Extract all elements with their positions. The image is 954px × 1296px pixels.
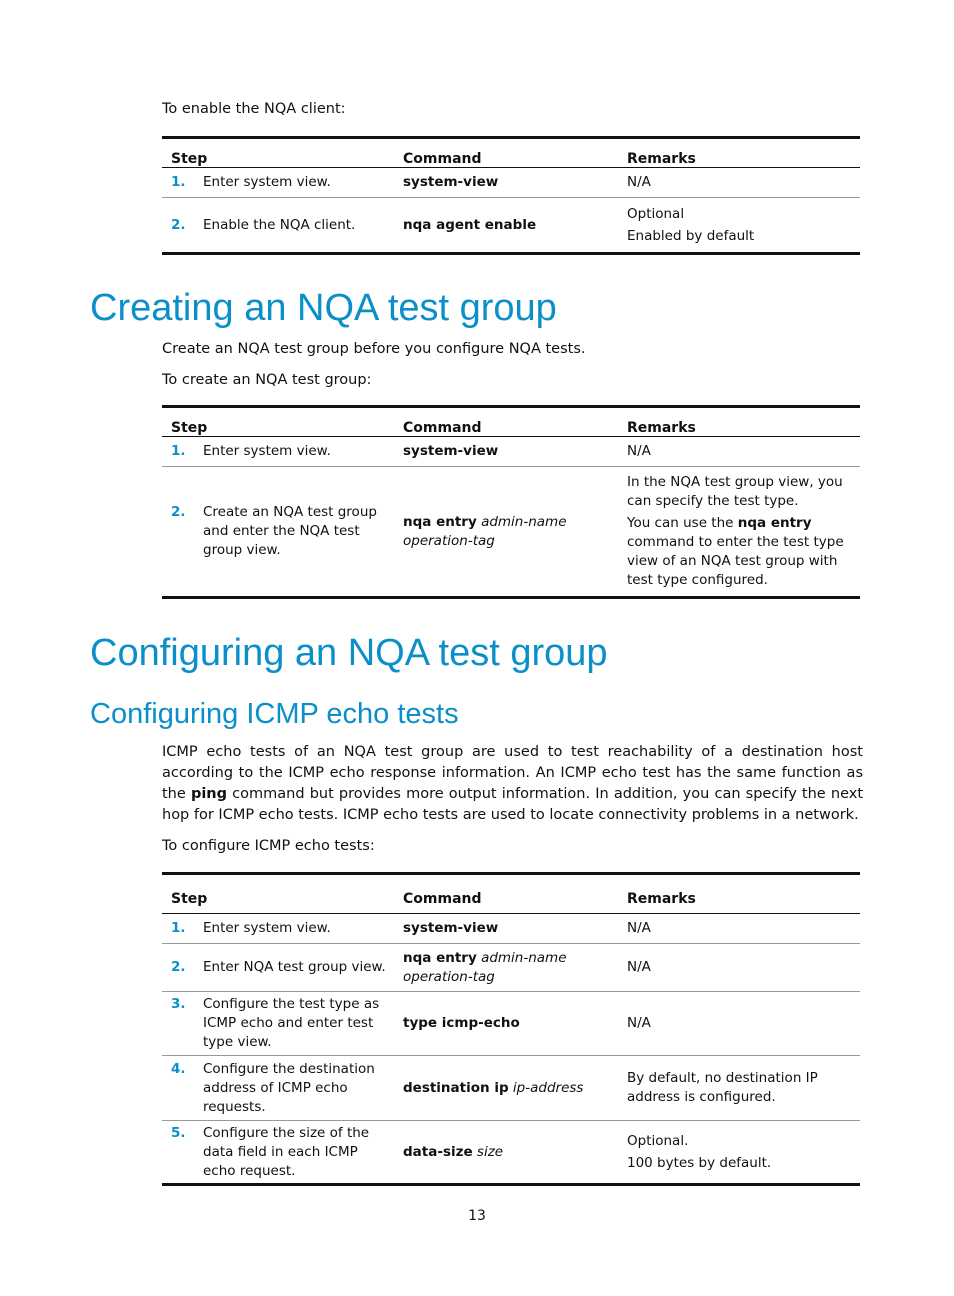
command-argument: admin-name operation-tag xyxy=(403,949,567,985)
remarks-cell: N/A xyxy=(618,437,860,467)
command-cell xyxy=(394,992,618,1056)
step-cell xyxy=(162,944,394,992)
remarks-text: command to enter the test type view of an NQA test group with test type configured. xyxy=(627,534,844,588)
paragraph-text: command but provides more output information. In addition, you can specify the next hop for ICMP echo tests. ICMP echo tests are used to locate connectivity problems in a network. xyxy=(162,786,864,823)
remarks-cell: By default, no destination IP address is configured. xyxy=(618,1056,860,1121)
nqa-client-table xyxy=(162,136,860,255)
step-text: Configure the size of the data field in each ICMP echo request. xyxy=(203,1124,370,1179)
paragraph: Create an NQA test group before you configure NQA tests. xyxy=(162,341,586,357)
command-keyword: nqa entry xyxy=(403,949,477,966)
command-keyword: nqa agent enable xyxy=(403,216,537,233)
header-command: Command xyxy=(394,138,618,168)
icmp-paragraph xyxy=(162,742,863,826)
remarks-cell: N/A xyxy=(618,992,860,1056)
table-header-row xyxy=(162,874,860,914)
step-text: Enter NQA test group view. xyxy=(203,959,386,975)
table-row xyxy=(162,914,860,944)
remarks-line: 100 bytes by default. xyxy=(627,1154,772,1171)
command-cell xyxy=(394,467,618,598)
step-number: 1. xyxy=(171,920,186,936)
remarks-cell xyxy=(618,198,860,254)
table-header-row xyxy=(162,138,860,168)
paragraph-keyword: ping xyxy=(190,786,228,802)
step-text: Create an NQA test group and enter the NQA test group view. xyxy=(203,504,377,558)
step-cell xyxy=(162,168,394,198)
header-remarks: Remarks xyxy=(618,874,860,914)
step-text: Enable the NQA client. xyxy=(203,216,356,233)
header-command: Command xyxy=(394,874,618,914)
table-row xyxy=(162,467,860,598)
header-remarks: Remarks xyxy=(618,407,860,437)
command-argument: ip-address xyxy=(512,1079,584,1096)
command-keyword: destination ip xyxy=(403,1079,509,1096)
table-row xyxy=(162,992,860,1056)
heading-creating-group: Creating an NQA test group xyxy=(90,287,557,329)
remarks-line xyxy=(627,514,852,590)
table-row xyxy=(162,437,860,467)
table-header-row xyxy=(162,407,860,437)
step-text: Enter system view. xyxy=(203,920,331,936)
paragraph: To configure ICMP echo tests: xyxy=(162,838,375,854)
command-keyword: type icmp-echo xyxy=(403,1015,520,1031)
step-text: Configure the test type as ICMP echo and enter test type view. xyxy=(203,996,380,1050)
header-step: Step xyxy=(162,407,394,437)
remarks-text: You can use the xyxy=(627,515,738,531)
remarks-line: Optional xyxy=(627,205,685,222)
command-keyword: system-view xyxy=(403,920,499,936)
step-cell xyxy=(162,1056,394,1121)
step-text: Configure the destination address of ICMP echo requests. xyxy=(203,1060,375,1115)
command-cell xyxy=(394,168,618,198)
step-cell xyxy=(162,198,394,254)
command-cell xyxy=(394,944,618,992)
page-number: 13 xyxy=(468,1208,486,1224)
header-remarks: Remarks xyxy=(618,138,860,168)
step-cell xyxy=(162,437,394,467)
command-cell xyxy=(394,198,618,254)
step-number: 2. xyxy=(171,504,186,520)
remarks-cell: N/A xyxy=(618,168,860,198)
step-number: 2. xyxy=(171,959,186,975)
create-group-table xyxy=(162,405,860,599)
remarks-keyword: nqa entry xyxy=(737,515,812,531)
command-cell xyxy=(394,914,618,944)
command-keyword: system-view xyxy=(403,443,499,459)
header-step: Step xyxy=(162,138,394,168)
paragraph: To create an NQA test group: xyxy=(162,372,372,388)
remarks-cell xyxy=(618,467,860,598)
remarks-line: Optional. xyxy=(627,1132,689,1149)
step-number: 1. xyxy=(171,443,186,459)
step-cell xyxy=(162,1121,394,1185)
step-number: 1. xyxy=(171,174,186,190)
table-row xyxy=(162,168,860,198)
table-row xyxy=(162,1121,860,1185)
step-text: Enter system view. xyxy=(203,443,331,459)
icmp-echo-table xyxy=(162,872,860,1186)
step-cell xyxy=(162,992,394,1056)
step-number: 5. xyxy=(171,1124,186,1141)
command-cell xyxy=(394,1121,618,1185)
step-number: 3. xyxy=(171,996,186,1012)
remarks-line: Enabled by default xyxy=(627,227,755,244)
remarks-cell: N/A xyxy=(618,914,860,944)
header-command: Command xyxy=(394,407,618,437)
step-text: Enter system view. xyxy=(203,174,331,190)
command-cell xyxy=(394,1056,618,1121)
paragraph-text: ICMP echo tests of an NQA test group are used to test reachability of a destination host according to the ICMP echo response information. An ICMP echo test has the same function as the xyxy=(162,744,863,802)
step-number: 4. xyxy=(171,1060,186,1077)
remarks-line: In the NQA test group view, you can specify the test type. xyxy=(627,474,843,509)
step-cell xyxy=(162,914,394,944)
command-argument: admin-name operation-tag xyxy=(403,513,567,549)
header-step: Step xyxy=(162,874,394,914)
table-row xyxy=(162,198,860,254)
command-keyword: nqa entry xyxy=(403,513,477,530)
intro-text: To enable the NQA client: xyxy=(162,101,346,117)
table-row xyxy=(162,1056,860,1121)
step-number: 2. xyxy=(171,216,186,233)
remarks-cell: N/A xyxy=(618,944,860,992)
command-cell xyxy=(394,437,618,467)
heading-configuring-group: Configuring an NQA test group xyxy=(90,632,608,674)
table-row xyxy=(162,944,860,992)
command-keyword: data-size xyxy=(403,1143,473,1160)
heading-icmp-echo: Configuring ICMP echo tests xyxy=(90,698,459,730)
command-argument: size xyxy=(476,1143,504,1160)
command-keyword: system-view xyxy=(403,174,499,190)
remarks-cell xyxy=(618,1121,860,1185)
step-cell xyxy=(162,467,394,598)
